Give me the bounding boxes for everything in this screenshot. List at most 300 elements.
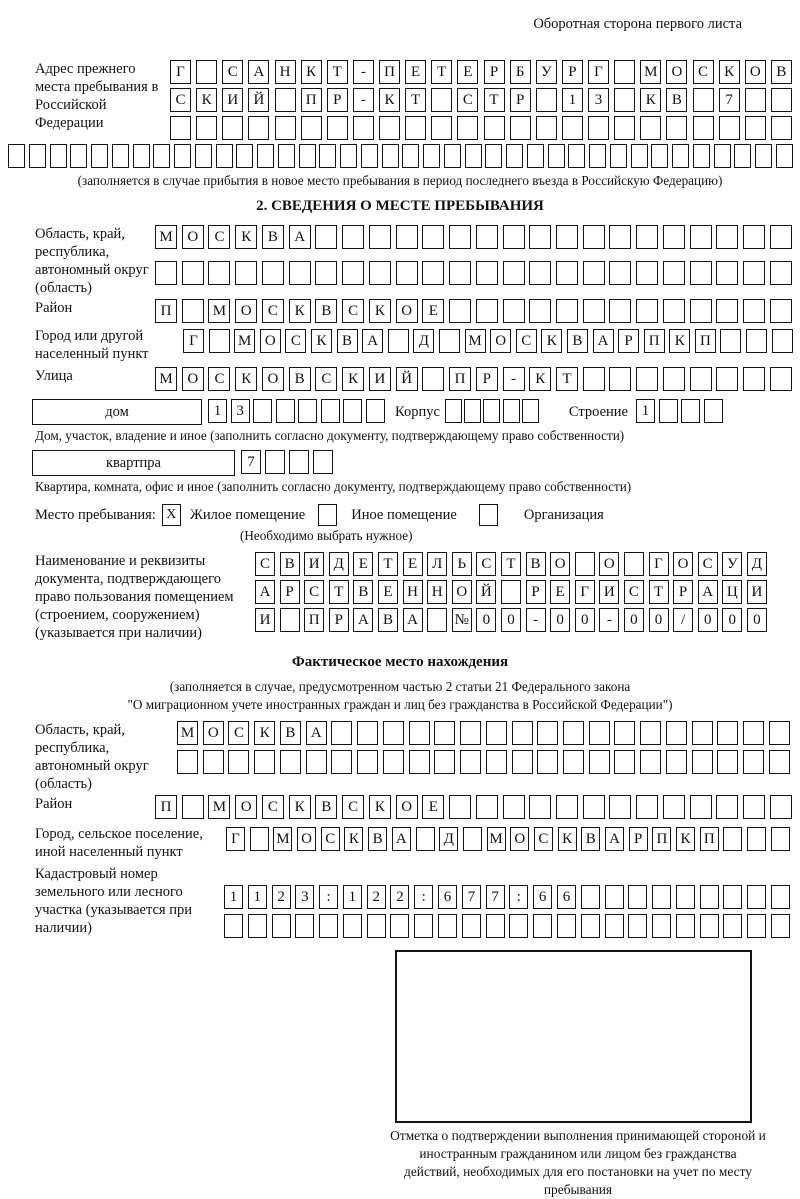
char-cell bbox=[743, 367, 765, 391]
char-cell: Н bbox=[403, 580, 423, 604]
char-cell: 2 bbox=[272, 885, 291, 909]
char-cell bbox=[485, 144, 502, 168]
char-cell bbox=[716, 261, 738, 285]
char-cell: П bbox=[644, 329, 665, 353]
char-cell bbox=[196, 116, 217, 140]
char-cell bbox=[445, 399, 462, 423]
char-cell: 6 bbox=[557, 885, 576, 909]
char-row bbox=[8, 144, 793, 168]
char-cell: И bbox=[747, 580, 767, 604]
char-cell: В bbox=[771, 60, 792, 84]
char-cell: К bbox=[541, 329, 562, 353]
char-cell bbox=[743, 299, 765, 323]
char-cell: А bbox=[392, 827, 411, 851]
char-cell: Р bbox=[673, 580, 693, 604]
char-cell bbox=[666, 750, 687, 774]
char-cell bbox=[743, 225, 765, 249]
char-cell bbox=[216, 144, 233, 168]
char-cell bbox=[434, 721, 455, 745]
street-label: Улица bbox=[35, 368, 73, 384]
document-boxes bbox=[255, 552, 767, 632]
char-cell bbox=[676, 914, 695, 938]
char-cell bbox=[589, 144, 606, 168]
char-cell: С bbox=[693, 60, 714, 84]
char-row bbox=[155, 299, 792, 323]
char-cell bbox=[529, 299, 551, 323]
char-cell: 1 bbox=[224, 885, 243, 909]
char-cell: В bbox=[526, 552, 546, 576]
char-cell bbox=[486, 914, 505, 938]
char-cell: М bbox=[208, 299, 230, 323]
char-cell bbox=[659, 399, 678, 423]
actual-location-caption1: (заполняется в случае, предусмотренном частью 2 статьи 21 Федерального закона bbox=[169, 679, 631, 694]
char-cell: С bbox=[457, 88, 478, 112]
char-cell: С bbox=[516, 329, 537, 353]
char-cell: П bbox=[304, 608, 324, 632]
char-cell bbox=[486, 721, 507, 745]
char-cell bbox=[510, 116, 531, 140]
char-cell bbox=[235, 261, 257, 285]
char-cell: Р bbox=[629, 827, 648, 851]
char-cell bbox=[536, 116, 557, 140]
char-cell bbox=[409, 721, 430, 745]
char-cell bbox=[743, 795, 765, 819]
char-cell bbox=[575, 552, 595, 576]
char-cell: К bbox=[558, 827, 577, 851]
char-cell: П bbox=[652, 827, 671, 851]
char-cell: О bbox=[182, 225, 204, 249]
char-cell bbox=[610, 144, 627, 168]
char-cell bbox=[609, 367, 631, 391]
actual-location-caption2: "О миграционном учете иностранных граждан и лиц без гражданства в Российской Федерации") bbox=[127, 697, 673, 712]
char-cell bbox=[743, 721, 764, 745]
char-cell bbox=[321, 399, 340, 423]
char-cell bbox=[449, 261, 471, 285]
char-cell bbox=[723, 827, 742, 851]
char-cell bbox=[771, 827, 790, 851]
char-cell: О bbox=[260, 329, 281, 353]
char-cell: Е bbox=[550, 580, 570, 604]
char-cell: У bbox=[722, 552, 742, 576]
char-cell bbox=[483, 399, 500, 423]
char-cell bbox=[460, 750, 481, 774]
char-cell: 0 bbox=[649, 608, 669, 632]
char-cell bbox=[717, 750, 738, 774]
char-cell: С bbox=[262, 299, 284, 323]
char-cell: 7 bbox=[719, 88, 740, 112]
char-cell: В bbox=[368, 827, 387, 851]
char-cell bbox=[342, 261, 364, 285]
char-row bbox=[208, 399, 385, 423]
char-cell: Г bbox=[588, 60, 609, 84]
checkbox-inoe bbox=[318, 504, 337, 526]
char-cell bbox=[155, 261, 177, 285]
char-cell: П bbox=[155, 299, 177, 323]
char-cell: П bbox=[700, 827, 719, 851]
al-region-row bbox=[35, 721, 800, 793]
al-city-row bbox=[35, 825, 800, 861]
char-cell: И bbox=[369, 367, 391, 391]
char-cell: Т bbox=[556, 367, 578, 391]
char-cell: О bbox=[182, 367, 204, 391]
char-cell bbox=[133, 144, 150, 168]
al-region-label: Область, край, республика, автономный округ (область) bbox=[35, 722, 149, 792]
section2-title: 2. СВЕДЕНИЯ О МЕСТЕ ПРЕБЫВАНИЯ bbox=[256, 198, 544, 214]
option-zhiloe-label: Жилое помещение bbox=[189, 506, 306, 523]
char-cell bbox=[690, 795, 712, 819]
char-cell bbox=[342, 225, 364, 249]
char-cell bbox=[379, 116, 400, 140]
char-cell bbox=[343, 399, 362, 423]
char-cell: К bbox=[369, 299, 391, 323]
char-cell bbox=[299, 144, 316, 168]
char-cell bbox=[8, 144, 25, 168]
char-cell bbox=[444, 144, 461, 168]
confirmation-mark-box bbox=[395, 950, 752, 1123]
char-cell bbox=[745, 116, 766, 140]
char-cell: Т bbox=[329, 580, 349, 604]
char-cell: К bbox=[640, 88, 661, 112]
document-row bbox=[35, 552, 800, 642]
char-cell bbox=[153, 144, 170, 168]
char-cell bbox=[747, 827, 766, 851]
char-cell bbox=[636, 299, 658, 323]
char-cell: Т bbox=[378, 552, 398, 576]
prev-address-caption: (заполняется в случае прибытия в новое место пребывания в период последнего въезда в Российскую Федерацию) bbox=[77, 173, 723, 188]
stroenie-label: Строение bbox=[568, 404, 628, 420]
char-cell bbox=[262, 261, 284, 285]
char-cell: Р bbox=[526, 580, 546, 604]
char-cell bbox=[704, 399, 723, 423]
char-cell: О bbox=[203, 721, 224, 745]
char-cell bbox=[663, 225, 685, 249]
char-cell bbox=[331, 750, 352, 774]
prev-address-boxes bbox=[170, 60, 792, 140]
char-cell: 1 bbox=[208, 399, 227, 423]
char-cell bbox=[414, 914, 433, 938]
al-region-boxes bbox=[177, 721, 790, 774]
char-cell bbox=[568, 144, 585, 168]
char-cell: Д bbox=[329, 552, 349, 576]
char-cell: П bbox=[301, 88, 322, 112]
char-cell bbox=[361, 144, 378, 168]
char-cell bbox=[663, 299, 685, 323]
char-cell: А bbox=[248, 60, 269, 84]
char-cell: Д bbox=[439, 827, 458, 851]
char-cell: М bbox=[273, 827, 292, 851]
char-cell bbox=[636, 795, 658, 819]
char-cell: 6 bbox=[438, 885, 457, 909]
char-cell bbox=[431, 116, 452, 140]
char-cell bbox=[438, 914, 457, 938]
char-cell: 0 bbox=[575, 608, 595, 632]
char-cell bbox=[609, 795, 631, 819]
char-cell: О bbox=[490, 329, 511, 353]
char-cell bbox=[609, 299, 631, 323]
char-cell: Й bbox=[476, 580, 496, 604]
char-cell: 0 bbox=[747, 608, 767, 632]
cadastre-boxes bbox=[224, 865, 790, 938]
char-cell bbox=[666, 721, 687, 745]
char-cell: 7 bbox=[486, 885, 505, 909]
char-cell bbox=[581, 914, 600, 938]
char-row bbox=[445, 399, 539, 423]
char-cell: К bbox=[301, 60, 322, 84]
checkbox-org bbox=[479, 504, 498, 526]
char-cell: О bbox=[599, 552, 619, 576]
char-cell: Г bbox=[575, 580, 595, 604]
char-cell: И bbox=[255, 608, 275, 632]
char-cell bbox=[588, 116, 609, 140]
char-cell bbox=[272, 914, 291, 938]
char-cell bbox=[512, 721, 533, 745]
char-cell: Т bbox=[405, 88, 426, 112]
char-cell: : bbox=[509, 885, 528, 909]
char-row bbox=[155, 225, 792, 249]
char-cell bbox=[743, 750, 764, 774]
char-row bbox=[226, 827, 790, 851]
char-cell: С bbox=[321, 827, 340, 851]
char-cell: 1 bbox=[248, 885, 267, 909]
char-cell: А bbox=[605, 827, 624, 851]
char-cell: П bbox=[449, 367, 471, 391]
char-row bbox=[255, 608, 767, 632]
stay-type-label: Место пребывания: bbox=[35, 506, 156, 523]
char-cell: С bbox=[228, 721, 249, 745]
char-cell bbox=[449, 225, 471, 249]
char-cell bbox=[509, 914, 528, 938]
char-cell bbox=[319, 144, 336, 168]
char-cell bbox=[503, 225, 525, 249]
char-cell: Т bbox=[501, 552, 521, 576]
char-cell bbox=[253, 399, 272, 423]
char-cell bbox=[278, 144, 295, 168]
char-cell bbox=[717, 721, 738, 745]
char-cell bbox=[315, 225, 337, 249]
char-cell: Ь bbox=[452, 552, 472, 576]
char-cell: К bbox=[719, 60, 740, 84]
char-cell bbox=[529, 225, 551, 249]
char-cell: Е bbox=[405, 60, 426, 84]
char-cell: С bbox=[208, 225, 230, 249]
char-cell: М bbox=[155, 367, 177, 391]
char-cell: И bbox=[222, 88, 243, 112]
char-cell bbox=[306, 750, 327, 774]
char-cell bbox=[770, 299, 792, 323]
char-cell bbox=[503, 795, 525, 819]
char-cell: К bbox=[344, 827, 363, 851]
char-cell: 6 bbox=[533, 885, 552, 909]
char-cell: О bbox=[673, 552, 693, 576]
street-row bbox=[35, 367, 800, 391]
city-row bbox=[35, 327, 800, 363]
prev-address-row bbox=[35, 60, 800, 140]
char-row bbox=[155, 261, 792, 285]
char-cell bbox=[755, 144, 772, 168]
char-cell bbox=[716, 225, 738, 249]
char-cell: : bbox=[319, 885, 338, 909]
char-cell: Т bbox=[327, 60, 348, 84]
char-cell bbox=[383, 750, 404, 774]
char-cell: И bbox=[304, 552, 324, 576]
char-cell bbox=[501, 580, 521, 604]
char-cell bbox=[319, 914, 338, 938]
char-cell: С bbox=[262, 795, 284, 819]
char-cell: В bbox=[315, 795, 337, 819]
char-cell bbox=[563, 750, 584, 774]
char-cell: М bbox=[155, 225, 177, 249]
char-row bbox=[255, 552, 767, 576]
char-cell bbox=[583, 795, 605, 819]
char-cell bbox=[423, 144, 440, 168]
char-cell bbox=[605, 914, 624, 938]
char-cell: Е bbox=[378, 580, 398, 604]
char-cell bbox=[556, 299, 578, 323]
char-cell: С bbox=[208, 367, 230, 391]
char-cell: Л bbox=[427, 552, 447, 576]
char-cell bbox=[503, 399, 520, 423]
char-cell: В bbox=[289, 367, 311, 391]
char-cell: Г bbox=[170, 60, 191, 84]
char-cell: С bbox=[342, 795, 364, 819]
char-cell bbox=[208, 261, 230, 285]
char-cell bbox=[50, 144, 67, 168]
char-cell bbox=[770, 795, 792, 819]
char-row bbox=[170, 116, 792, 140]
char-cell: С bbox=[342, 299, 364, 323]
char-cell bbox=[276, 399, 295, 423]
char-cell bbox=[734, 144, 751, 168]
char-cell: О bbox=[235, 299, 257, 323]
char-cell bbox=[527, 144, 544, 168]
prev-address-label: Адрес прежнего места пребывания в Российской Федерации bbox=[35, 61, 159, 131]
char-cell: В bbox=[280, 721, 301, 745]
char-cell bbox=[771, 914, 790, 938]
char-cell: Ц bbox=[722, 580, 742, 604]
char-cell bbox=[476, 261, 498, 285]
char-cell: Г bbox=[183, 329, 204, 353]
char-cell: С bbox=[698, 552, 718, 576]
char-cell: 3 bbox=[295, 885, 314, 909]
char-cell: Р bbox=[510, 88, 531, 112]
char-cell bbox=[463, 827, 482, 851]
char-cell bbox=[771, 116, 792, 140]
char-cell: В bbox=[581, 827, 600, 851]
char-cell bbox=[465, 144, 482, 168]
char-cell bbox=[439, 329, 460, 353]
char-cell bbox=[422, 367, 444, 391]
char-cell: К bbox=[529, 367, 551, 391]
char-cell bbox=[693, 116, 714, 140]
char-cell bbox=[631, 144, 648, 168]
char-cell: Г bbox=[649, 552, 669, 576]
char-cell bbox=[614, 60, 635, 84]
char-cell: О bbox=[262, 367, 284, 391]
char-row bbox=[224, 914, 790, 938]
char-cell bbox=[449, 299, 471, 323]
char-cell: П bbox=[379, 60, 400, 84]
char-cell: А bbox=[255, 580, 275, 604]
char-cell: Е bbox=[457, 60, 478, 84]
char-cell bbox=[716, 299, 738, 323]
char-cell bbox=[340, 144, 357, 168]
char-cell bbox=[506, 144, 523, 168]
char-cell: Д bbox=[413, 329, 434, 353]
region-boxes bbox=[155, 225, 792, 285]
char-cell bbox=[203, 750, 224, 774]
char-cell bbox=[315, 261, 337, 285]
char-cell bbox=[747, 885, 766, 909]
char-cell: 3 bbox=[588, 88, 609, 112]
char-cell: А bbox=[403, 608, 423, 632]
cadastre-label: Кадастровый номер земельного или лесного участка (указывается при наличии) bbox=[35, 866, 192, 936]
char-cell: 3 bbox=[231, 399, 250, 423]
char-cell: Б bbox=[510, 60, 531, 84]
char-cell: О bbox=[235, 795, 257, 819]
char-cell bbox=[182, 261, 204, 285]
char-cell bbox=[672, 144, 689, 168]
apartment-caption: Квартира, комната, офис и иное (заполнить согласно документу, подтверждающему право собственности) bbox=[35, 479, 632, 494]
char-cell: Н bbox=[275, 60, 296, 84]
char-cell bbox=[583, 299, 605, 323]
char-cell: К bbox=[311, 329, 332, 353]
char-cell: И bbox=[599, 580, 619, 604]
char-cell bbox=[416, 827, 435, 851]
char-cell: - bbox=[526, 608, 546, 632]
char-cell: Е bbox=[353, 552, 373, 576]
char-cell bbox=[449, 795, 471, 819]
char-cell: М bbox=[640, 60, 661, 84]
char-cell bbox=[174, 144, 191, 168]
char-cell bbox=[693, 144, 710, 168]
char-cell bbox=[563, 721, 584, 745]
char-cell: - bbox=[503, 367, 525, 391]
char-cell: К bbox=[235, 225, 257, 249]
char-cell bbox=[112, 144, 129, 168]
char-cell bbox=[716, 795, 738, 819]
char-cell bbox=[663, 367, 685, 391]
char-cell bbox=[402, 144, 419, 168]
char-cell bbox=[636, 367, 658, 391]
char-cell: В bbox=[280, 552, 300, 576]
char-cell bbox=[562, 116, 583, 140]
char-row bbox=[183, 329, 793, 353]
char-row bbox=[170, 88, 792, 112]
char-cell: О bbox=[745, 60, 766, 84]
char-cell: А bbox=[593, 329, 614, 353]
char-cell bbox=[614, 88, 635, 112]
char-cell bbox=[182, 795, 204, 819]
char-row bbox=[241, 450, 333, 474]
char-cell: 1 bbox=[343, 885, 362, 909]
char-cell bbox=[769, 721, 790, 745]
char-cell bbox=[195, 144, 212, 168]
char-cell: А bbox=[353, 608, 373, 632]
al-district-label: Район bbox=[35, 796, 73, 812]
char-cell bbox=[462, 914, 481, 938]
char-cell bbox=[609, 261, 631, 285]
char-cell bbox=[503, 261, 525, 285]
char-cell bbox=[409, 750, 430, 774]
char-cell bbox=[640, 116, 661, 140]
char-cell: А bbox=[362, 329, 383, 353]
char-cell: О bbox=[396, 299, 418, 323]
confirmation-caption: Отметка о подтверждении выполнения принимающей стороной и иностранным гражданином или лицом без гражданства действий, необходимых для его постановки на учет по месту пребывания bbox=[390, 1128, 766, 1197]
char-cell: Й bbox=[396, 367, 418, 391]
korpus-label: Корпус bbox=[395, 404, 440, 420]
char-cell: К bbox=[676, 827, 695, 851]
char-cell: С bbox=[304, 580, 324, 604]
